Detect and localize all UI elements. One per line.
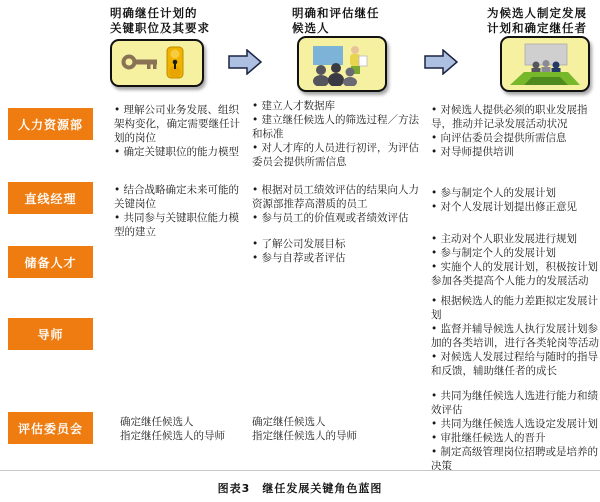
- bullet-item: • 向评估委员会提供所需信息: [431, 131, 599, 145]
- bullet-item: 确定继任候选人: [252, 416, 326, 428]
- cell-line-manager-phase2: [252, 183, 426, 225]
- bullet-item: • 对个人发展计划提出修正意见: [431, 200, 599, 214]
- classroom-assessment-icon: [303, 42, 381, 86]
- cell-line-manager-phase3: [431, 186, 599, 214]
- bullet-item: • 主动对个人职业发展进行规划: [431, 232, 599, 246]
- bullet-item: • 对人才库的人员进行初评，为评估委员会提供所需信息: [252, 141, 426, 169]
- cell-hr-phase1: [114, 103, 248, 159]
- arrow-right-icon: [228, 49, 262, 75]
- role-label-line-manager: 直线经理: [8, 182, 93, 214]
- phase1-icon-box: [110, 39, 204, 87]
- bullet-item: 指定继任候选人的导师: [252, 430, 357, 442]
- phase3-title: [487, 6, 600, 36]
- phase3-icon-box: [500, 36, 590, 92]
- phase3-title-line1: 为候选人制定发展: [487, 6, 587, 20]
- role-label-hr: 人力资源部: [8, 108, 93, 140]
- bullet-item: • 参与制定个人的发展计划: [431, 186, 599, 200]
- cell-hr-phase3: [431, 103, 599, 159]
- cell-committee-phase3: [431, 389, 599, 473]
- bullet-item: • 参与制定个人的发展计划: [431, 246, 599, 260]
- cell-committee-phase1: [120, 415, 254, 443]
- bullet-item: • 对候选人发展过程给与随时的指导和反馈，辅助继任者的成长: [431, 350, 599, 378]
- bullet-item: • 共同为继任候选人选进行能力和绩效评估: [431, 389, 599, 417]
- bullet-item: • 审批继任候选人的晋升: [431, 431, 599, 445]
- bullet-item: 指定继任候选人的导师: [120, 430, 225, 442]
- bullet-item: • 监督并辅导候选人执行发展计划参加的各类培训，进行各类轮岗等活动: [431, 322, 599, 350]
- bullet-item: • 共同为继任候选人选设定发展计划: [431, 417, 599, 431]
- phase3-title-line2: 计划和确定继任者: [487, 21, 587, 35]
- cell-hr-phase2: [252, 99, 426, 169]
- bullet-item: • 根据对员工绩效评估的结果向人力资源部推荐高潜质的员工: [252, 183, 426, 211]
- bullet-item: • 实施个人的发展计划，积极按计划参加各类提高个人能力的发展活动: [431, 260, 599, 288]
- bullet-item: • 参与员工的价值观或者绩效评估: [252, 211, 426, 225]
- bullet-item: • 确定关键职位的能力模型: [114, 145, 248, 159]
- bullet-item: • 根据候选人的能力差距拟定发展计划: [431, 294, 599, 322]
- bullet-item: • 结合战略确定未来可能的关键岗位: [114, 183, 248, 211]
- footer-divider: [0, 470, 600, 471]
- cell-committee-phase2: [252, 415, 426, 443]
- phase1-title-line2: 关键职位及其要求: [110, 21, 210, 35]
- phase2-icon-box: [297, 36, 387, 92]
- phase1-title: [110, 6, 270, 36]
- bullet-item: • 制定高级管理岗位招聘或是培养的决策: [431, 445, 599, 473]
- role-label-talent-pool: 储备人才: [8, 246, 93, 278]
- figure-caption: 图表3 继任发展关键角色蓝图: [217, 482, 383, 495]
- bullet-item: • 了解公司发展目标: [252, 237, 426, 251]
- cell-talent-pool-phase2: [252, 237, 426, 265]
- bullet-item: • 建立继任候选人的筛选过程／方法和标准: [252, 113, 426, 141]
- arrow-right-icon: [424, 49, 458, 75]
- bullet-item: • 对导师提供培训: [431, 145, 599, 159]
- bullet-item: • 对候选人提供必须的职业发展指导，推动并记录发展活动状况: [431, 103, 599, 131]
- cell-talent-pool-phase3: [431, 232, 599, 288]
- bullet-item: • 参与自荐或者评估: [252, 251, 426, 265]
- cell-mentor-phase3: [431, 294, 599, 378]
- bullet-item: • 理解公司业务发展、组织架构变化，确定需要继任计划的岗位: [114, 103, 248, 145]
- key-lock-icon: [116, 45, 198, 81]
- role-label-mentor: 导师: [8, 318, 93, 350]
- bullet-item: • 建立人才数据库: [252, 99, 426, 113]
- phase2-title-line1: 明确和评估继任: [292, 6, 380, 20]
- bullet-item: 确定继任候选人: [120, 416, 194, 428]
- committee-panel-icon: [506, 42, 584, 86]
- phase2-title-line2: 候选人: [292, 21, 330, 35]
- phase2-title: [292, 6, 452, 36]
- cell-line-manager-phase1: [114, 183, 248, 239]
- phase1-title-line1: 明确继任计划的: [110, 6, 198, 20]
- role-label-review-committee: 评估委员会: [8, 412, 93, 444]
- bullet-item: • 共同参与关键职位能力模型的建立: [114, 211, 248, 239]
